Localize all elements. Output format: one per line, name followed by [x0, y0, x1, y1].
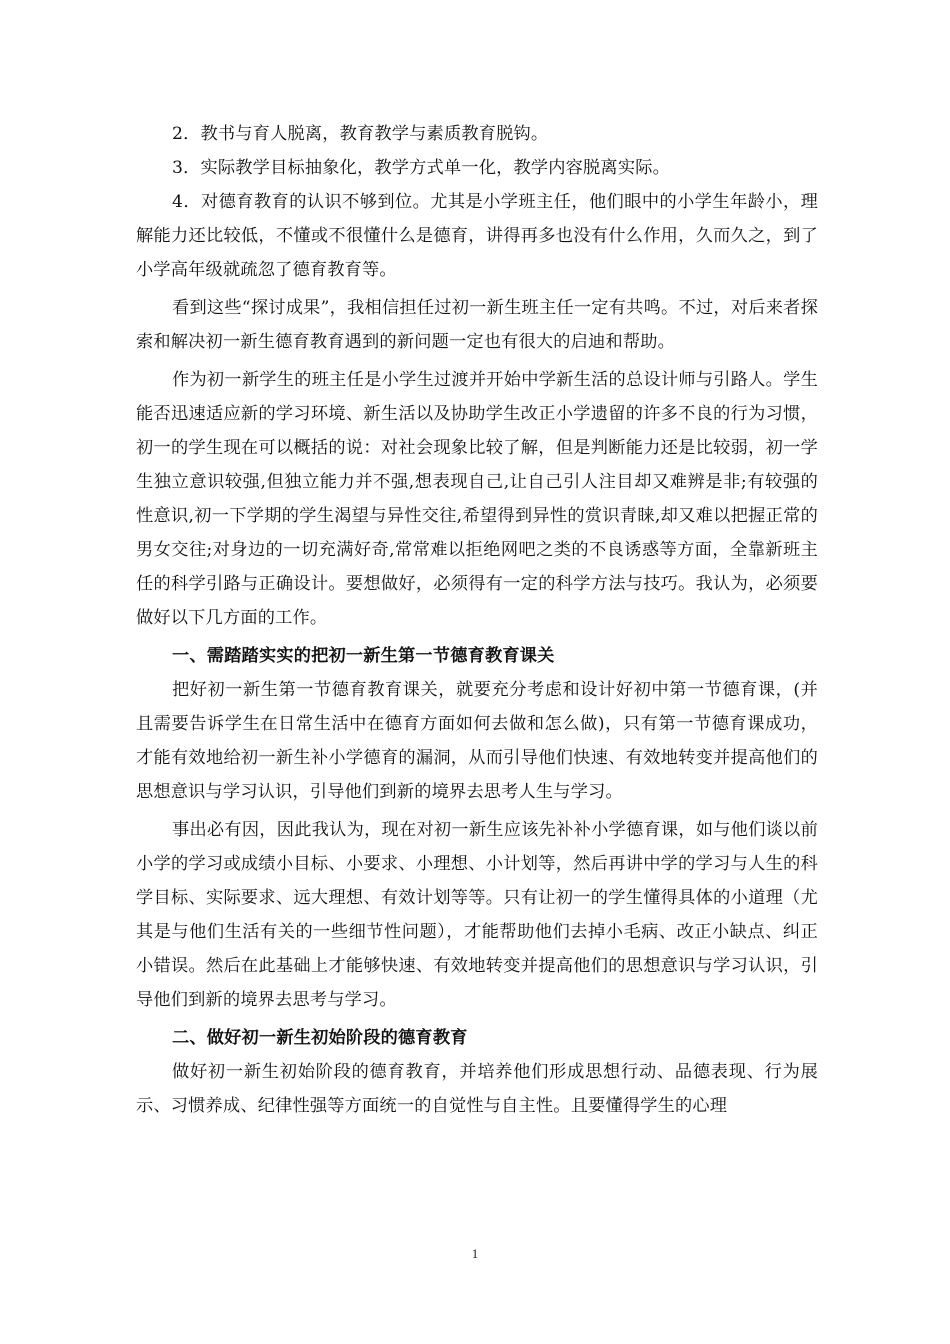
paragraph-supplement-lessons: 事出必有因，因此我认为，现在对初一新生应该先补补小学德育课，如与他们谈以前小学的学习或成绩小目标、小要求、小理想、小计划等，然后再讲中学的学习与人生的科学目标、实际要求、远大理想、有效计划等等。只有让初一的学生懂得具体的小道理（尤其是与他们生活有关的一些细节性问题），才能帮助他们去掉小毛病、改正小缺点、纠正小错误。然后在此基础上才能够快速、有效地转变并提高他们的思想意识与学习认识，引导他们到新的境界去思考与学习。 — [136, 820, 818, 1010]
paragraph-reflection: 看到这些“探讨成果”，我相信担任过初一新生班主任一定有共鸣。不过，对后来者探索和解决初一新生德育教育遇到的新问题一定也有很大的启迪和帮助。 — [136, 298, 818, 352]
paragraph-class-teacher-role: 作为初一新学生的班主任是小学生过渡并开始中学新生活的总设计师与引路人。学生能否迅速适应新的学习环境、新生活以及协助学生改正小学遗留的许多不良的行为习惯，初一的学生现在可以概括的说：对社会现象比较了解，但是判断能力还是比较弱，初一学生独立意识较强,但独立能力并不强,想表现自己,让自己引人注目却又难辨是非;有较强的性意识,初一下学期的学生渴望与异性交往,希望得到异性的赏识青睐,却又难以把握正常的男女交往;对身边的一切充满好奇,常常难以拒绝网吧之类的不良诱惑等方面，全靠新班主任的科学引路与正确设计。要想做好，必须得有一定的科学方法与技巧。我认为，必须要做好以下几方面的工作。 — [136, 370, 818, 628]
section-heading-1: 一、需踏踏实实的把初一新生第一节德育教育课关 — [172, 646, 555, 666]
section-heading-2: 二、做好初一新生初始阶段的德育教育 — [172, 1028, 468, 1048]
list-item-3: 3．实际教学目标抽象化，教学方式单一化，教学内容脱离实际。 — [172, 158, 670, 178]
page-number: 1 — [471, 1246, 479, 1261]
list-item-2: 2．教书与育人脱离，教育教学与素质教育脱钩。 — [172, 124, 549, 144]
paragraph-initial-stage: 做好初一新生初始阶段的德育教育，并培养他们形成思想行动、品德表现、行为展示、习惯养成、纪律性强等方面统一的自觉性与自主性。且要懂得学生的心理 — [136, 1062, 818, 1116]
document-body — [136, 117, 818, 1123]
list-item-4: 4．对德育教育的认识不够到位。尤其是小学班主任，他们眼中的小学生年龄小，理解能力还比较低，不懂或不很懂什么是德育，讲得再多也没有什么作用，久而久之，到了小学高年级就疏忽了德育教育等。 — [136, 192, 818, 280]
paragraph-first-lesson: 把好初一新生第一节德育教育课关，就要充分考虑和设计好初中第一节德育课，(并且需要告诉学生在日常生活中在德育方面如何去做和怎么做)，只有第一节德育课成功，才能有效地给初一新生补小学德育的漏洞，从而引导他们快速、有效地转变并提高他们的思想意识与学习认识，引导他们到新的境界去思考人生与学习。 — [136, 680, 818, 802]
